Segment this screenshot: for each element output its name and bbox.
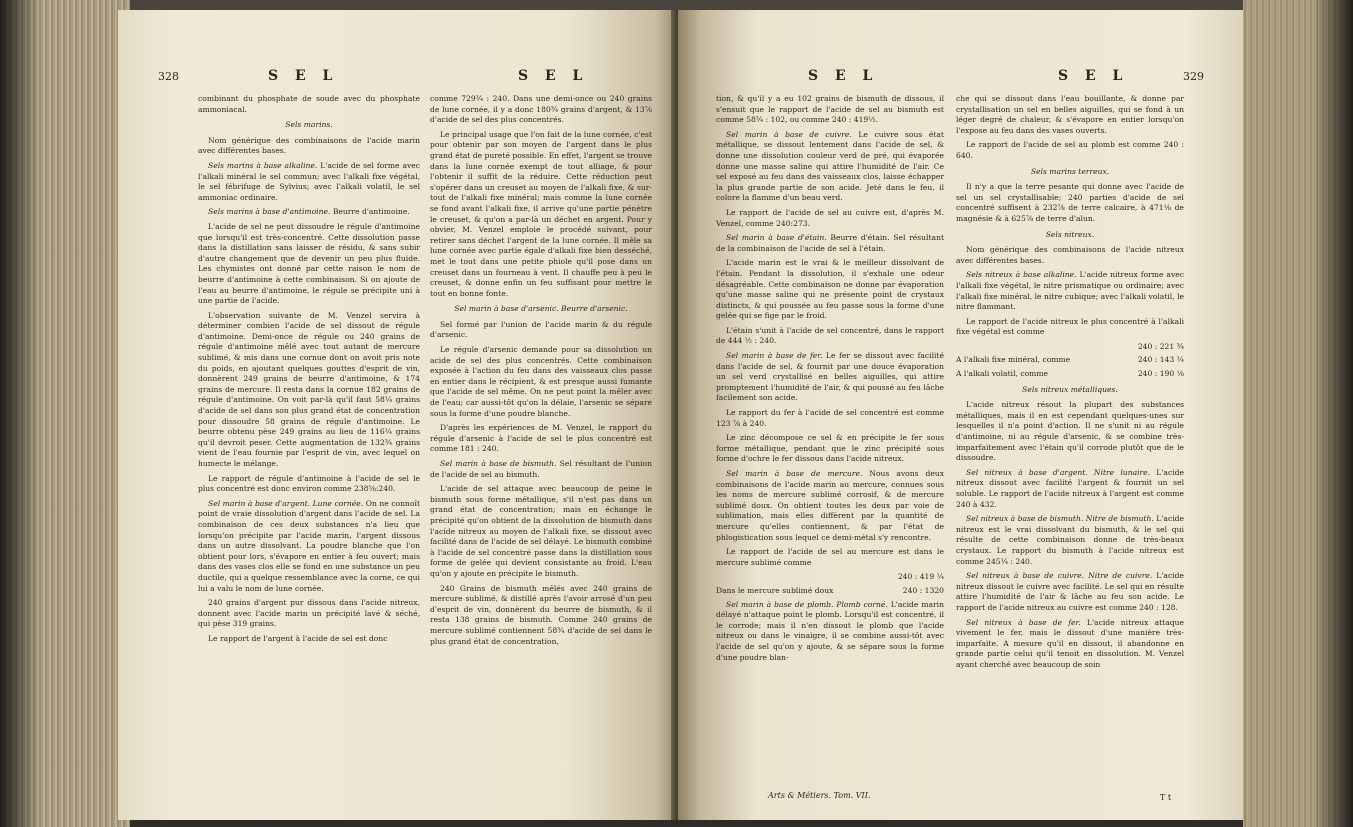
paragraph-text: L'acide de sel forme avec l'alkali minéral le sel commun; avec l'alkali fixe végétal, le sel fébrifuge de Sylvius; avec l'alkali volatil, le sel ammoniac ordinaire. xyxy=(198,160,421,202)
italic-lead: Sel marin à base d'argent. Lune cornée. xyxy=(208,498,366,508)
paragraph xyxy=(198,499,420,594)
left-page xyxy=(118,10,678,820)
paragraph xyxy=(716,351,944,404)
paragraph-text: Il n'y a que la terre pesante qui donne avec l'acide de sel un sel crystallisable; 240 parties d'acide de sel concentré suffisent à 232⅞ de terre calcaire, à 471⅛ de magnésie & à 625⅞ de terre d'alun. xyxy=(956,182,1184,223)
paragraph-text: L'acide nitreux résout la plupart des substances métalliques, mais il en est cependant quelques-unes sur lesquelles il n'a point d'action. Il ne s'unit ni au régule d'antimoine, ni au régule d'arsenic, & se combine très-imparfaitement avec l'étain qu'il corrode plutôt que de le dissoudre. xyxy=(956,400,1184,463)
paragraph xyxy=(956,140,1184,161)
paragraph xyxy=(956,400,1184,464)
left-page-column-1 xyxy=(198,94,420,649)
paragraph-text: comme 729¾ : 240. Dans une demi-once ou 240 grains de lune cornée, il y a donc 180¾ grains d'argent, & 13⅞ d'acide de sel des plus concentrés. xyxy=(430,94,652,125)
italic-lead: Sels marins à base alkaline. xyxy=(208,160,321,170)
page-footer: Arts & Métiers. Tom. VII. xyxy=(768,791,871,800)
right-page xyxy=(678,10,1243,820)
paragraph xyxy=(716,233,944,254)
paragraph-text: L'acide nitreux attaque vivement le fer, mais le dissout d'une manière très-imparfaite. A mesure qu'il en dissout, il abandonne en grande partie celui qu'il tenoit en dissolution. M. Venzel ayant cherché avec beaucoup de soin xyxy=(956,617,1185,669)
paragraph-text: Le rapport de régule d'antimoine à l'acide de sel le plus concentré est donc environ comme 238⅝:240. xyxy=(198,473,420,494)
paragraph xyxy=(716,600,944,664)
ratio-line xyxy=(716,586,944,597)
ratio-line xyxy=(956,355,1184,366)
paragraph xyxy=(716,326,944,347)
paragraph xyxy=(198,161,420,203)
section-heading xyxy=(956,385,1184,396)
ratio-value: 240 : 419 ¼ xyxy=(897,572,944,582)
italic-lead: Sel nitreux à base de cuivre. Nitre de cuivre. xyxy=(966,571,1157,581)
paragraph xyxy=(198,474,420,495)
paragraph xyxy=(956,618,1184,671)
paragraph-text: Sels marins terreux. xyxy=(1030,166,1110,176)
paragraph xyxy=(198,222,420,307)
paragraph xyxy=(198,311,420,470)
paragraph-text: Le zinc décompose ce sel & en précipite le fer sous forme métallique, pendant que le zinc précipité sous forme d'ochre le fer dissous dans l'acide nitreux. xyxy=(716,433,944,464)
italic-lead: Sel marin à base de mercure. xyxy=(726,469,870,478)
paragraph-text: Le cuivre sous état métallique, se dissout lentement dans l'acide de sel, & donne une dissolution couleur verd de pré, qui évaporée donne une masse saline qui attire l'humidité de l'air. Ce sel exposé au feu dans des vaisseaux clos, laisse échapper la plus grande partie de son acide. Jeté dans le feu, il colore la flamme d'un beau verd. xyxy=(716,129,944,203)
ratio-value: 240 : 221 ¾ xyxy=(1137,341,1184,351)
ratio-value: 240 : 190 ⅛ xyxy=(1137,369,1184,379)
paragraph-text: tion, & qu'il y a eu 102 grains de bismuth de dissous, il s'ensuit que le rapport de l'acide de sel au bismuth est comme 58¾ : 102, ou comme 240 : 419½. xyxy=(716,94,944,125)
paragraph-text: Le fer se dissout avec facilité dans l'acide de sel, & fournit par une douce évaporation un sel verd crystallisé en belles aiguilles, qui attire promptement l'humidité de l'air, & qui poussé au feu lâche facilement son acide. xyxy=(716,351,944,403)
italic-lead: Sel marin à base de cuivre. xyxy=(726,129,859,139)
paragraph xyxy=(956,245,1184,266)
paragraph-text: Le principal usage que l'on fait de la lune cornée, c'est pour obtenir par son moyen de l'argent dans le plus grand état de pureté possible. En effet, l'argent se trouve dans la lune cornée exempt de tout alliage, & pour l'obtenir il suffit de la réduire. Cette réduction peut s'opérer dans un creuset au moyen de l'alkali fixe, & sur-tout de l'alkali fixe minéral; mais comme la lune cornée se fond avant l'alkali fixe, il arrive qu'une partie pénètre le creuset, & qu'on a par-là un déchet en argent. Pour y obvier, M. Venzel emploie le procédé suivant, pour retirer sans déchet l'argent de la lune cornée. Il mêle sa lune cornée avec partie égale d'alkali fixe bien desséché, met le tout dans une petite phiole qu'il pose dans un creuset dans un fourneau à vent. Il chauffe peu à peu le creuset, & donne enfin un feu suffisant pour mettre le tout en bonne fonte. xyxy=(430,129,652,298)
right-header-left: S E L xyxy=(808,68,879,84)
left-page-column-2 xyxy=(430,94,652,651)
paragraph xyxy=(716,433,944,465)
paragraph-text: L'acide nitreux est le vrai dissolvant du bismuth, & le sel qui résulte de cette combinaison donne de très-beaux crystaux. Le rapport du bismuth à l'acide nitreux est comme 245¼ : 240. xyxy=(956,514,1184,566)
italic-lead: Sel marin à base de fer. xyxy=(726,351,827,361)
paragraph-text: L'acide nitreux dissout le cuivre avec facilité. Le sel qui en résulte attire l'humidité de l'air & lâche au feu son acide. Le rapport de l'acide nitreux au cuivre est comme 240 : 128. xyxy=(956,571,1184,612)
paragraph-text: 240 grains d'argent pur dissous dans l'acide nitreux, donnent avec l'acide marin un précipité lavé & séché, qui pèse 319 grains. xyxy=(198,598,420,629)
section-heading xyxy=(430,304,652,315)
left-header-left: S E L xyxy=(268,68,339,84)
paragraph xyxy=(956,514,1184,567)
paragraph xyxy=(430,345,652,419)
paragraph-text: Sels nitreux métalliques. xyxy=(1022,384,1118,394)
paragraph-text: Sel résultant de l'union de l'acide de sel au bismuth. xyxy=(430,459,652,479)
paragraph xyxy=(198,207,420,218)
ratio-value: 240 : 143 ¼ xyxy=(1137,355,1184,365)
paragraph xyxy=(198,634,420,645)
section-heading xyxy=(198,120,420,131)
right-header-right: S E L xyxy=(1058,68,1129,84)
ratio-line xyxy=(956,342,1184,353)
left-edge-shadow xyxy=(0,0,40,827)
ratio-label: Dans le mercure sublimé doux xyxy=(716,585,834,595)
paragraph xyxy=(716,258,944,322)
paragraph-text: Le rapport de l'acide de sel au plomb est comme 240 : 640. xyxy=(956,140,1184,160)
paragraph-text: Le rapport du fer à l'acide de sel concentré est comme 123 ⅞ à 240. xyxy=(716,408,944,428)
paragraph-text: Le rapport de l'acide de sel au cuivre est, d'après M. Venzel, comme 240:273. xyxy=(716,207,944,228)
italic-lead: Sels nitreux à base alkaline. xyxy=(966,270,1080,280)
right-page-number: 329 xyxy=(1183,70,1204,83)
paragraph xyxy=(430,94,652,126)
paragraph xyxy=(956,317,1184,338)
paragraph-text: che qui se dissout dans l'eau bouillante, & donne par crystallisation un sel en belles aiguilles, qui se fond à un léger degré de chaleur, & s'évapore en entier lorsqu'on l'expose au feu dans des vases ouverts. xyxy=(956,94,1184,135)
ratio-label: A l'alkali fixe minéral, comme xyxy=(956,355,1071,365)
paragraph xyxy=(956,182,1184,224)
paragraph-text: L'acide nitreux forme avec l'alkali fixe végétal, le nitre prismatique ou ordinaire; avec l'alkali fixe minéral, le nitre cubique; avec l'alkali volatil, le nitre flammant. xyxy=(956,270,1184,312)
paragraph xyxy=(956,94,1184,136)
paragraph xyxy=(198,136,420,157)
paragraph-text: Beurre d'étain. Sel résultant de la combinaison de l'acide de sel à l'étain. xyxy=(716,233,945,253)
paragraph-text: L'acide nitreux dissout avec facilité l'argent & fournit un sel soluble. Le rapport de l'acide nitreux à l'argent est comme 240 à 432. xyxy=(956,467,1184,509)
ratio-label: A l'alkali volatil, comme xyxy=(956,369,1049,379)
paragraph-text: combinant du phosphate de soude avec du phosphate ammoniacal. xyxy=(198,94,420,114)
paragraph-text: Sel formé par l'union de l'acide marin & du régule d'arsenic. xyxy=(430,319,652,340)
paragraph xyxy=(198,598,420,630)
right-page-column-1 xyxy=(716,94,944,667)
italic-lead: Sels marins à base d'antimoine. xyxy=(208,207,333,217)
paragraph xyxy=(430,320,652,341)
italic-lead: Sel marin à base d'étain. xyxy=(726,233,831,243)
paragraph-text: Nom générique des combinaisons de l'acide nitreux avec différentes bases. xyxy=(956,245,1184,265)
paragraph xyxy=(430,459,652,480)
paragraph xyxy=(430,584,652,648)
paragraph-text: Le rapport de l'acide de sel au mercure est dans le mercure sublimé comme xyxy=(716,547,944,567)
paragraph-text: L'acide marin est le vrai & le meilleur dissolvant de l'étain. Pendant la dissolution, il s'exhale une odeur désagréable. Cette combinaison ne donne par évaporation qu'une masse saline qui ne présente point de crystaux distincts, & qui poussée au feu passe sous la forme d'une gelée qui se fige par le froid. xyxy=(716,258,944,321)
paragraph-text: D'après les expériences de M. Venzel, le rapport du régule d'arsenic à l'acide de sel le plus concentré est comme 181 : 240. xyxy=(430,423,652,454)
right-edge-shadow xyxy=(1313,0,1353,827)
paragraph-text: Sels marins. xyxy=(285,120,333,130)
italic-lead: Sel marin à base de plomb. Plomb corné. xyxy=(726,599,891,609)
italic-lead: Sel nitreux à base de bismuth. Nitre de bismuth. xyxy=(966,514,1157,524)
paragraph xyxy=(716,469,944,543)
paragraph-text: Sel marin à base d'arsenic. Beurre d'arsenic. xyxy=(454,304,628,314)
right-page-column-2 xyxy=(956,94,1184,675)
italic-lead: Sel nitreux à base de fer. xyxy=(966,617,1087,627)
ratio-line xyxy=(956,369,1184,380)
left-header-right: S E L xyxy=(518,68,589,84)
paragraph-text: L'observation suivante de M. Venzel servira à déterminer combien l'acide de sel dissout de régule d'antimoine. Demi-once de régule ou 240 grains de régule d'antimoine mêlé avec tout autant de mercure sublimé, & mis dans une cornue dont on avoit pris note du poids, en ajoutant quelques gouttes d'esprit de vin, donnèrent 249 grains de beurre d'antimoine, & 174 grains de mercure. Il resta dans la cornue 182 grains de régule d'antimoine. On voit par-là qu'il faut 58¼ grains d'acide de sel dans son plus grand état de concentration pour dissoudre 58 grains de régule d'antimoine. Le beurre obtenu pèse 249 grains au lieu de 116¼ grains qu'il devroit peser. Cette augmentation de 132¾ grains vient de l'eau fournie par l'esprit de vin, avec lequel on humecte le mélange. xyxy=(198,310,420,468)
paragraph-text: L'acide de sel ne peut dissoudre le régule d'antimoine que lorsqu'il est très-concentré. Cette dissolution passe dans la distillation sans laisser de résidu, & sans subir d'autre changement que de devenir un peu plus fluide. Les chymistes ont donné par cette raison le nom de beurre d'antimoine à cette combinaison. Si on ajoute de l'eau au beurre d'antimoine, le régule se précipite uni à une partie de l'acide. xyxy=(198,221,420,306)
paragraph xyxy=(956,571,1184,613)
paragraph xyxy=(716,208,944,229)
paragraph xyxy=(956,468,1184,510)
section-heading xyxy=(956,230,1184,241)
paragraph xyxy=(430,130,652,300)
paragraph-text: Le rapport de l'argent à l'acide de sel est donc xyxy=(208,633,388,643)
paragraph xyxy=(716,408,944,429)
signature-mark: T t xyxy=(1160,793,1172,802)
paragraph-text: 240 Grains de bismuth mêlés avec 240 grains de mercure sublimé, & distillé après l'avoir arrosé d'un peu d'esprit de vin, donnèrent du beurre de bismuth, & il resta 138 grains de bismuth. Comme 240 grains de mercure sublimé contiennent 58¾ d'acide de sel dans le plus grand état de concentration, xyxy=(430,583,652,646)
paragraph xyxy=(716,94,944,126)
ratio-value: 240 : 1320 xyxy=(902,585,944,595)
italic-lead: Sel marin à base de bismuth. xyxy=(440,459,560,468)
italic-lead: Sel nitreux à base d'argent. Nitre lunaire. xyxy=(966,467,1157,477)
paragraph-text: Le régule d'arsenic demande pour sa dissolution un acide de sel des plus concentrés. Cette combinaison exposée à l'action du feu dans des vaisseaux clos passe en entier dans le récipient, & est presque aussi fumante que l'acide de sel même. On ne peut point la mêler avec de l'eau; car aussi-tôt qu'on la délaie, l'arsenic se sépare sous la forme d'une poudre blanche. xyxy=(430,345,652,418)
paragraph xyxy=(716,547,944,568)
paragraph-text: Nom générique des combinaisons de l'acide marin avec différentes bases. xyxy=(198,135,420,156)
paragraph-text: L'acide de sel attaque avec beaucoup de peine le bismuth sous forme métallique, s'il n'est pas dans un grand état de concentration; mais en échange le précipité qu'on obtient de la dissolution de bismuth dans l'acide nitreux au moyen de l'alkali fixe, se dissout avec facilité dans de l'acide de sel délayé. Le bismuth combiné à l'acide de sel concentré passe dans la distillation sous forme de gelée qui devient consistante au froid. L'eau qu'on y ajoute en précipite le bismuth. xyxy=(430,484,652,578)
paragraph-text: On ne connoît point de vraie dissolution d'argent dans l'acide de sel. La combinaison de ces deux substances n'a lieu que lorsqu'on précipite par l'acide marin, l'argent dissous dans un autre dissolvant. La poudre blanche que l'on obtient pour lors, s'évapore en entier à feu ouvert; mais dans des vases clos elle se fond en une substance un peu ductile, qui a quelque ressemblance avec la corne, ce qui lui a valu le nom de lune cornée. xyxy=(198,498,420,593)
paragraph xyxy=(198,94,420,115)
paragraph-text: Beurre d'antimoine. xyxy=(332,207,410,217)
paragraph-text: L'étain s'unit à l'acide de sel concentré, dans le rapport de 444 ½ : 240. xyxy=(716,325,944,346)
section-heading xyxy=(956,167,1184,178)
paragraph xyxy=(430,484,652,579)
paragraph-text: Sels nitreux. xyxy=(1045,229,1095,239)
paragraph-text: Nous avons deux combinaisons de l'acide marin au mercure, connues sous les noms de mercure sublimé corrosif, & de mercure sublimé doux. On obtient toutes les deux par voie de sublimation, mais elles diffèrent par la quantité de mercure qu'elles contiennent, & par l'état de phlogistication sous lequel ce demi-métal s'y rencontre. xyxy=(716,469,944,542)
paragraph-text: Le rapport de l'acide nitreux le plus concentré à l'alkali fixe végétal est comme xyxy=(956,316,1184,337)
left-page-number: 328 xyxy=(158,70,179,83)
paragraph xyxy=(430,423,652,455)
paragraph-text: L'acide marin délayé n'attaque point le plomb. Lorsqu'il est concentré, il le corrode; mais il n'en dissout le plomb que l'acide nitreux ou dans le vinaigre, il se combine aussi-tôt avec l'acide de sel qu'on y ajoute, & se sépare sous la forme d'une poudre blan- xyxy=(716,599,944,662)
ratio-line xyxy=(716,572,944,583)
paragraph xyxy=(956,270,1184,312)
paragraph xyxy=(716,130,944,204)
